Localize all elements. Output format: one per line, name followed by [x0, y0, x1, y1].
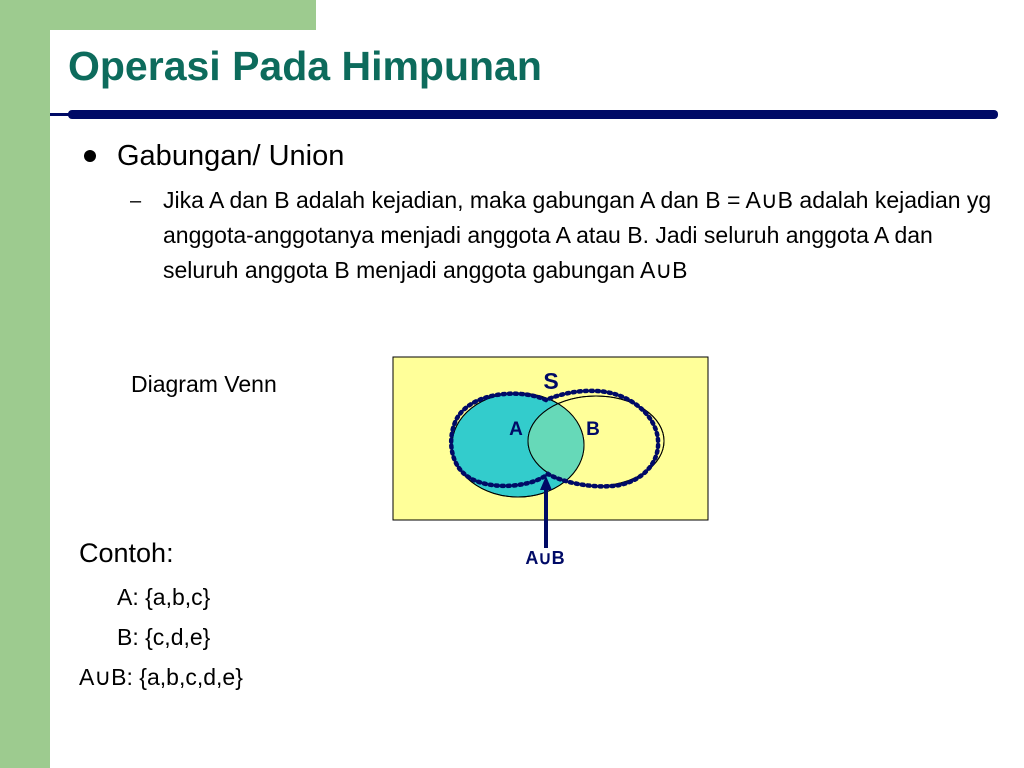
example-set-b: B: {c,d,e}	[117, 624, 211, 650]
bullet-union-heading: Gabungan/ Union	[117, 140, 345, 172]
union-definition-text: Jika A dan B adalah kejadian, maka gabungan A dan B = A∪B adalah kejadian yg anggota-anggotanya menjadi anggota A atau B. Jadi seluruh anggota A dan seluruh anggota B menjadi anggota gabungan A∪B	[163, 187, 992, 283]
example-set-a: A: {a,b,c}	[117, 584, 211, 610]
universe-label: S	[543, 368, 559, 394]
example-heading: Contoh:	[79, 538, 174, 568]
union-label: A∪B	[525, 548, 565, 568]
venn-diagram-label: Diagram Venn	[131, 371, 277, 397]
example-union: A∪B: {a,b,c,d,e}	[79, 664, 243, 690]
slide-title: Operasi Pada Himpunan	[68, 43, 542, 89]
sub-bullet-dash: –	[130, 190, 142, 212]
set-b-label: B	[586, 419, 600, 440]
set-a-label: A	[509, 419, 523, 440]
